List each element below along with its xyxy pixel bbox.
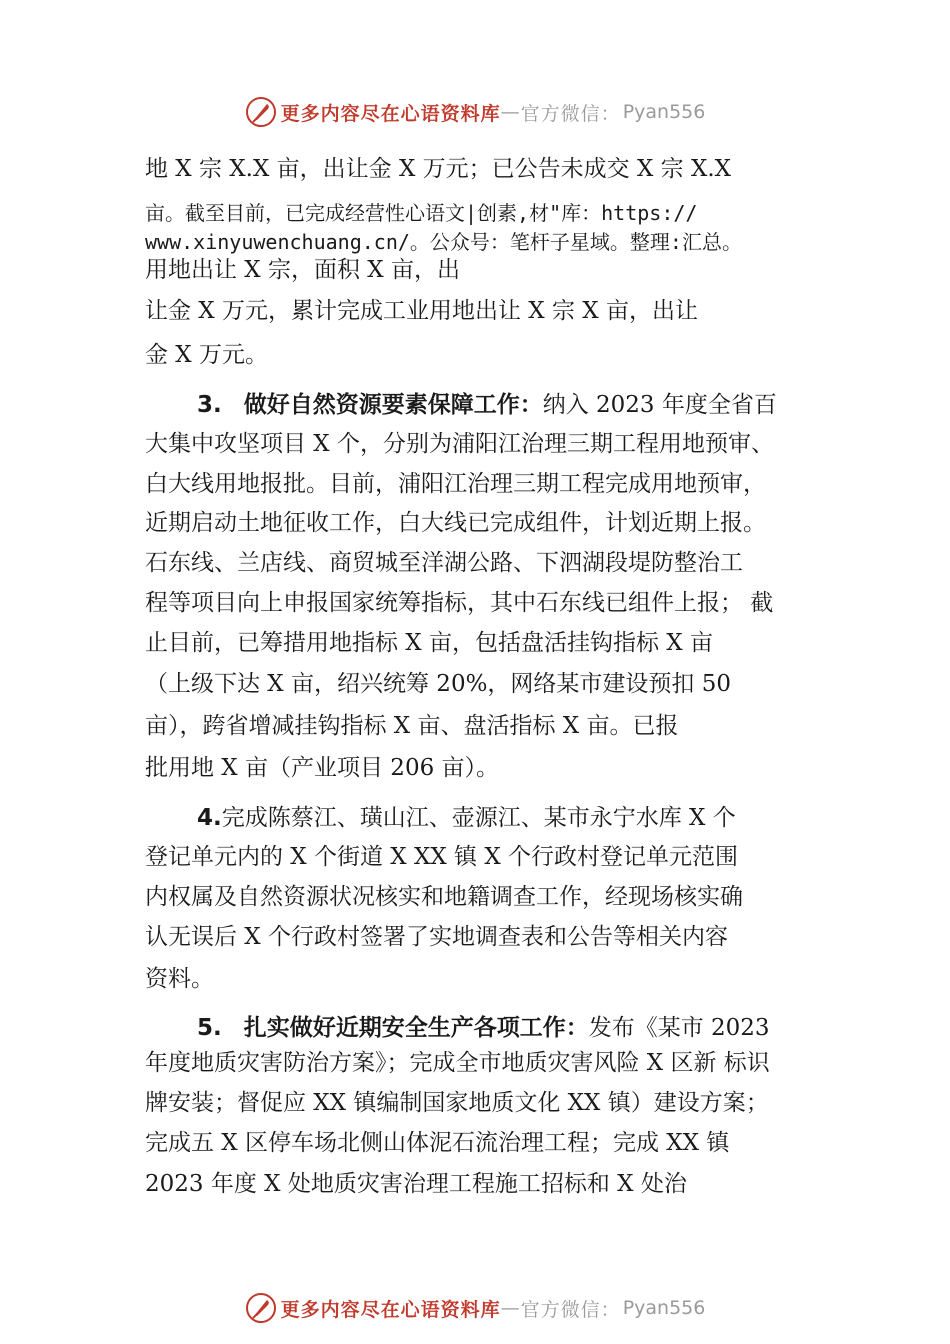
body-line: 资料。 — [145, 966, 214, 992]
watermark-dash: — — [500, 101, 521, 123]
body-line: 金 X 万元。 — [145, 342, 268, 368]
header-watermark — [0, 96, 950, 128]
paragraph-3-heading: 做好自然资源要素保障工作： — [243, 392, 543, 418]
feather-pen-logo-icon — [245, 1292, 277, 1324]
watermark-dash: — — [500, 1297, 521, 1319]
body-line: 牌安装；督促应 XX 镇编制国家地质文化 XX 镇）建设方案； — [145, 1090, 769, 1116]
watermark-official-text: 官方微信： — [520, 102, 621, 125]
body-line: 亩。截至目前，已完成经营性心语文|创素,材"库：https:// — [145, 201, 698, 225]
body-line: 认无误后 X 个行政村签署了实地调查表和公告等相关内容 — [145, 924, 728, 950]
body-line: 2023 年度 X 处地质灾害治理工程施工招标和 X 处治 — [145, 1171, 687, 1197]
watermark-brand-text: 更多内容尽在心语资料库 — [280, 102, 501, 125]
paragraph-5-first-line — [197, 1014, 770, 1042]
body-text: 发布《某市 2023 — [588, 1015, 770, 1041]
watermark-brand-text: 更多内容尽在心语资料库 — [280, 1298, 501, 1321]
body-line: 地 X 宗 X.X 亩，出让金 X 万元；已公告未成交 X 宗 X.X — [145, 156, 732, 182]
paragraph-4-first-line — [197, 804, 736, 832]
watermark-wechat-id: Pyan556 — [622, 1297, 706, 1319]
paragraph-5-heading: 扎实做好近期安全生产各项工作： — [243, 1015, 589, 1041]
body-line: 用地出让 X 宗，面积 X 亩，出 — [145, 257, 460, 283]
body-line: 完成五 X 区停车场北侧山体泥石流治理工程；完成 XX 镇 — [145, 1130, 730, 1156]
body-line: 亩），跨省增减挂钩指标 X 亩、盘活指标 X 亩。已报 — [145, 713, 679, 739]
paragraph-3-first-line — [197, 391, 777, 419]
body-text: 完成陈蔡江、璜山江、壶源江、某市永宁水库 X 个 — [221, 805, 736, 831]
paragraph-4-number: 4. — [197, 805, 222, 831]
body-line: www.xinyuwenchuang.cn/。公众号：笔杆子星域。整理:汇总。 — [145, 230, 742, 254]
body-line: 石东线、兰店线、商贸城至洋湖公路、下泗湖段堤防整治工 — [145, 550, 743, 576]
body-line: （上级下达 X 亩，绍兴统筹 20%，网络某市建设预扣 50 — [145, 671, 732, 697]
body-line: 近期启动土地征收工作，白大线已完成组件，计划近期上报。 — [145, 510, 766, 536]
feather-pen-logo-icon — [245, 96, 277, 128]
body-line: 批用地 X 亩（产业项目 206 亩）。 — [145, 755, 500, 781]
watermark-official-text: 官方微信： — [520, 1298, 621, 1321]
body-line: 年度地质灾害防治方案》；完成全市地质灾害风险 X 区新 标识 — [145, 1050, 770, 1076]
body-line: 程等项目向上申报国家统筹指标，其中石东线已组件上报； 截 — [145, 590, 774, 616]
body-line: 白大线用地报批。目前，浦阳江治理三期工程完成用地预审， — [145, 471, 766, 497]
footer-watermark — [0, 1292, 950, 1324]
paragraph-3-number: 3. — [197, 392, 222, 418]
watermark-wechat-id: Pyan556 — [622, 101, 706, 123]
paragraph-5-number: 5. — [197, 1015, 222, 1041]
body-line: 止目前，已筹措用地指标 X 亩，包括盘活挂钩指标 X 亩 — [145, 630, 713, 656]
body-line: 登记单元内的 X 个街道 X XX 镇 X 个行政村登记单元范围 — [145, 844, 739, 870]
body-line: 内权属及自然资源状况核实和地籍调查工作，经现场核实确 — [145, 884, 743, 910]
body-text: 纳入 2023 年度全省百 — [542, 392, 777, 418]
body-line: 让金 X 万元，累计完成工业用地出让 X 宗 X 亩，出让 — [145, 298, 698, 324]
body-line: 大集中攻坚项目 X 个，分别为浦阳江治理三期工程用地预审、 — [145, 431, 774, 457]
